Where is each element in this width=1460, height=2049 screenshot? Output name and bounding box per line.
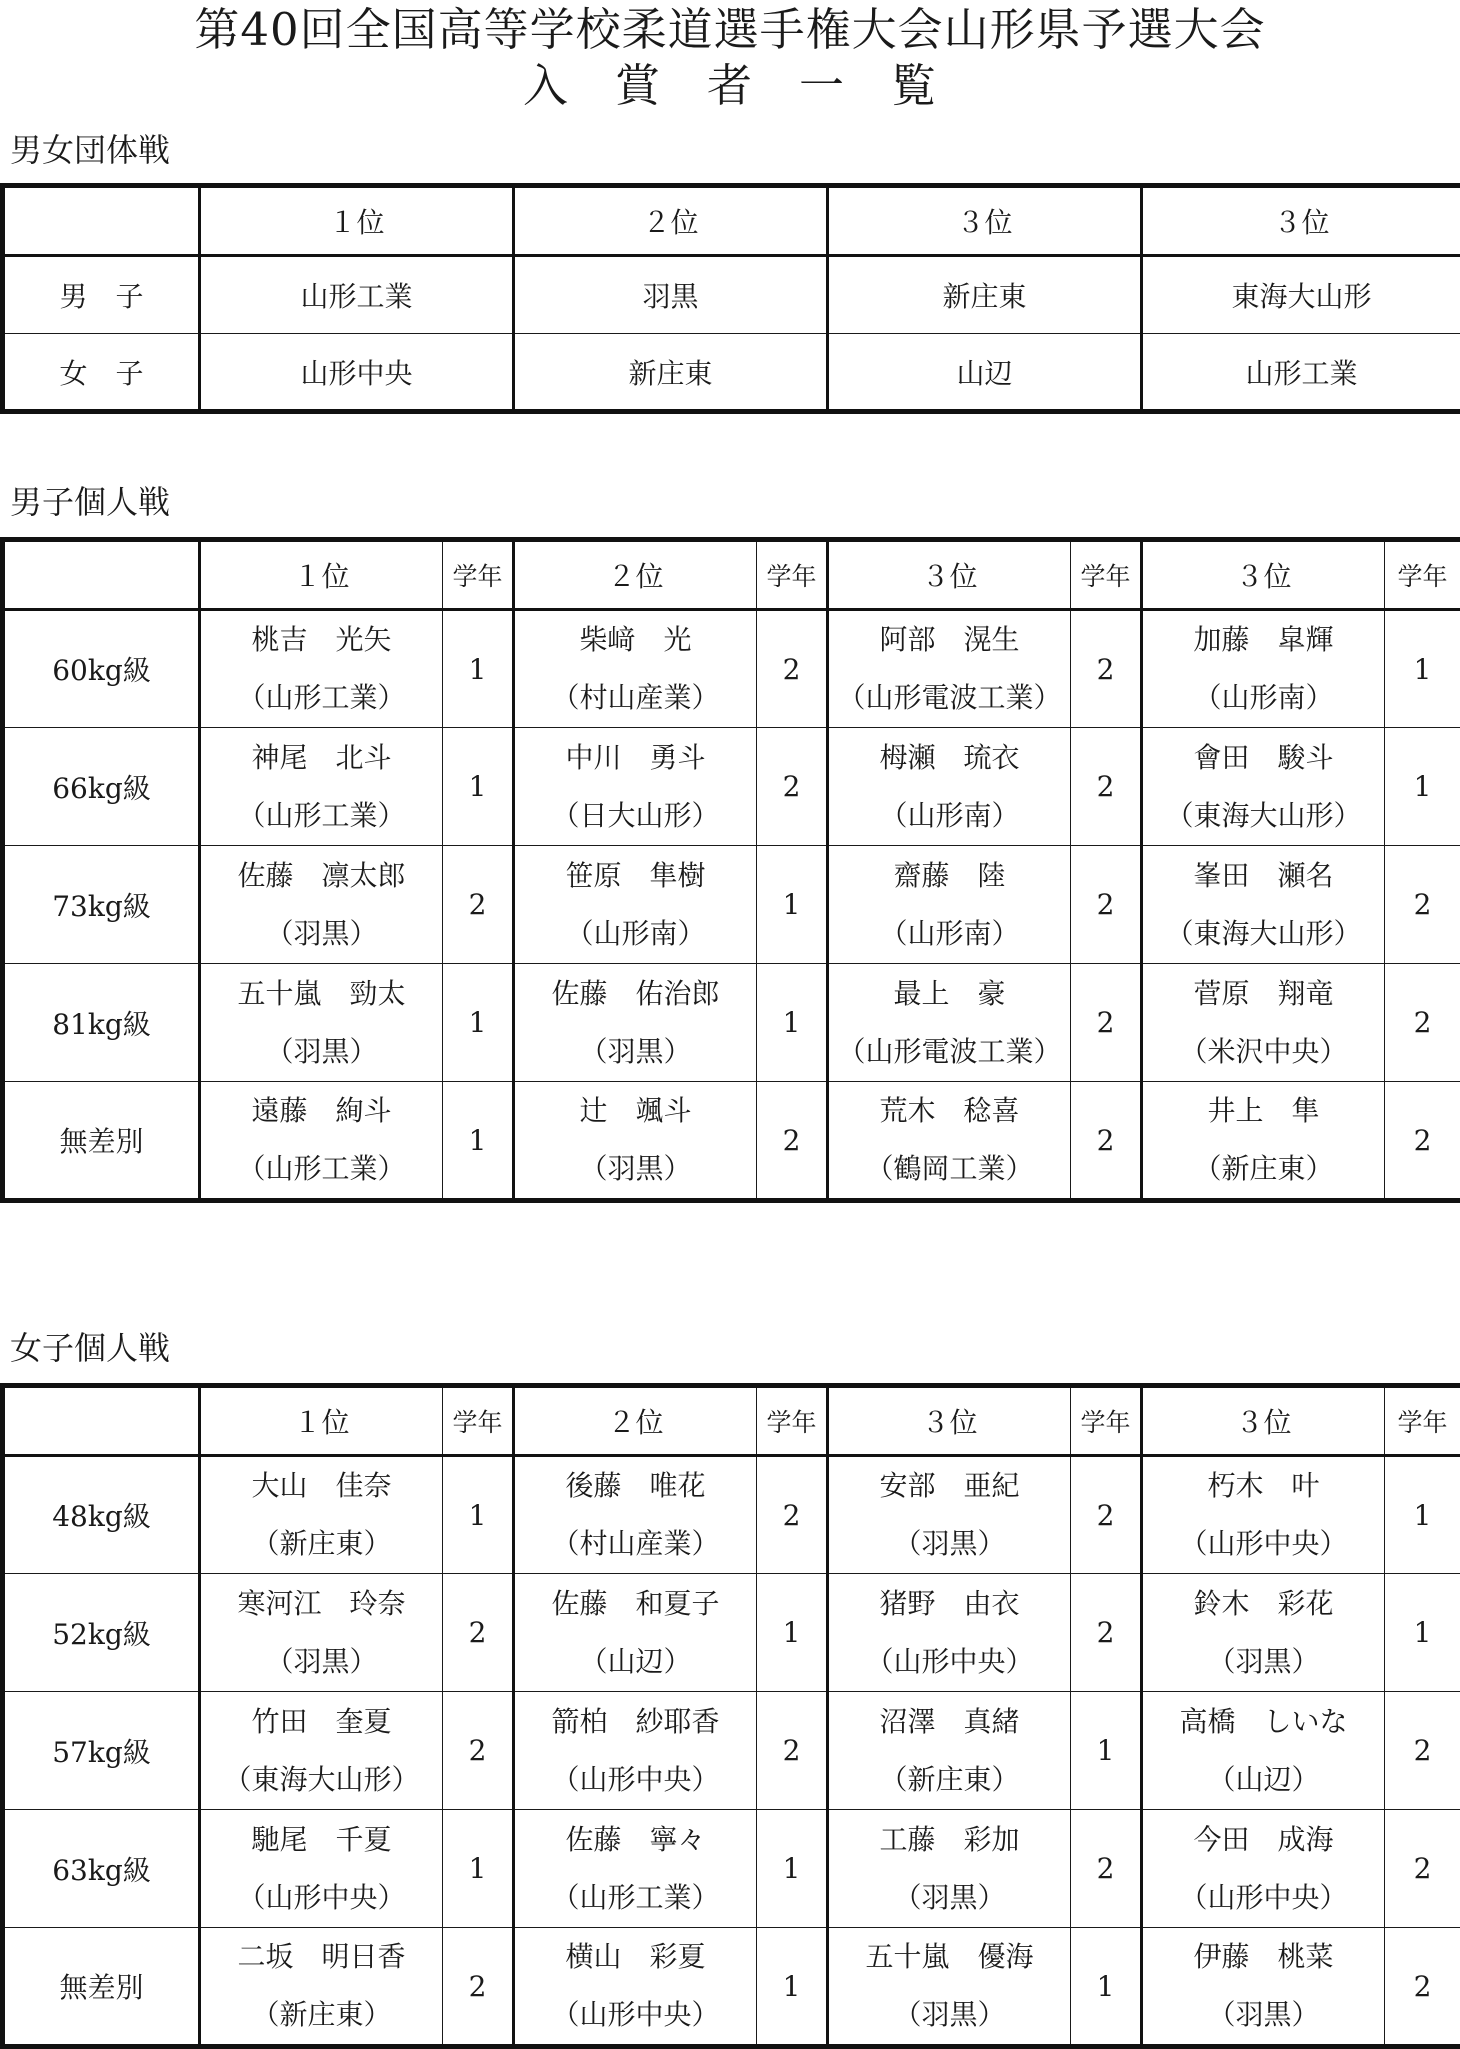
athlete-name: 鈴木 彩花 (1143, 1575, 1384, 1633)
winner-cell (200, 610, 443, 728)
team-division: 女 子 (3, 334, 200, 412)
grade-value: 1 (443, 1810, 514, 1928)
girls-header-empty (3, 1386, 200, 1456)
grade-value: 1 (757, 1810, 828, 1928)
athlete-name: 桃吉 光矢 (201, 611, 442, 669)
winner-cell (1142, 1574, 1385, 1692)
athlete-name: 辻 颯斗 (515, 1082, 756, 1140)
winner-cell (828, 1082, 1071, 1201)
athlete-name: 五十嵐 優海 (829, 1928, 1070, 1986)
document-subtitle: 入 賞 者 一 覧 (0, 58, 1460, 114)
winner-cell (828, 846, 1071, 964)
winner-cell (514, 1574, 757, 1692)
boys-weight-row (3, 1082, 1460, 1201)
grade-value: 2 (1385, 964, 1460, 1082)
athlete-name: 佐藤 和夏子 (515, 1575, 756, 1633)
team-header-place3a: ３位 (828, 186, 1142, 256)
winner-cell (514, 964, 757, 1082)
school-name: （山形工業） (515, 1869, 756, 1927)
grade-value: 1 (757, 1574, 828, 1692)
team-header-place3b: ３位 (1142, 186, 1460, 256)
girls-header-place3b: ３位 (1142, 1386, 1385, 1456)
weight-class: 81kg級 (3, 964, 200, 1082)
grade-value: 2 (757, 1082, 828, 1201)
winner-cell (200, 1456, 443, 1574)
team-section-label: 男女団体戦 (10, 130, 170, 170)
team-header-place1: １位 (200, 186, 514, 256)
winner-cell (828, 1928, 1071, 2047)
girls-weight-row (3, 1810, 1460, 1928)
team-row-boys (3, 256, 1460, 334)
winner-cell (1142, 1692, 1385, 1810)
athlete-name: 工藤 彩加 (829, 1811, 1070, 1869)
grade-value: 2 (1071, 1574, 1142, 1692)
school-name: （山形南） (1143, 669, 1384, 727)
athlete-name: 二坂 明日香 (201, 1928, 442, 1986)
athlete-name: 會田 駿斗 (1143, 729, 1384, 787)
grade-value: 1 (1071, 1928, 1142, 2047)
athlete-name: 菅原 翔竜 (1143, 965, 1384, 1023)
girls-header-grade: 学年 (443, 1386, 514, 1456)
athlete-name: 横山 彩夏 (515, 1928, 756, 1986)
winner-cell (200, 1810, 443, 1928)
winner-cell (1142, 1082, 1385, 1201)
team-header-place2: ２位 (514, 186, 828, 256)
boys-header-place1: １位 (200, 540, 443, 610)
winner-cell (200, 728, 443, 846)
grade-value: 2 (757, 610, 828, 728)
school-name: （山辺） (515, 1633, 756, 1691)
school-name: （山形中央） (515, 1986, 756, 2044)
boys-weight-row (3, 728, 1460, 846)
athlete-name: 朽木 叶 (1143, 1457, 1384, 1515)
athlete-name: 高橋 しいな (1143, 1693, 1384, 1751)
winner-cell (514, 1082, 757, 1201)
winner-cell (1142, 964, 1385, 1082)
team-header-empty (3, 186, 200, 256)
athlete-name: 中川 勇斗 (515, 729, 756, 787)
school-name: （山形電波工業） (829, 1023, 1070, 1081)
school-name: （鶴岡工業） (829, 1140, 1070, 1198)
winner-cell (1142, 1456, 1385, 1574)
athlete-name: 佐藤 凛太郎 (201, 847, 442, 905)
team-place2: 羽黒 (514, 256, 828, 334)
weight-class: 52kg級 (3, 1574, 200, 1692)
winner-cell (200, 846, 443, 964)
winner-cell (200, 964, 443, 1082)
school-name: （山形中央） (1143, 1515, 1384, 1573)
school-name: （羽黒） (1143, 1633, 1384, 1691)
winner-cell (828, 1692, 1071, 1810)
boys-section-label: 男子個人戦 (10, 482, 170, 522)
school-name: （羽黒） (829, 1986, 1070, 2044)
winner-cell (514, 1810, 757, 1928)
grade-value: 2 (1385, 1928, 1460, 2047)
school-name: （山形工業） (201, 1140, 442, 1198)
athlete-name: 五十嵐 勁太 (201, 965, 442, 1023)
team-place2: 新庄東 (514, 334, 828, 412)
school-name: （羽黒） (201, 1023, 442, 1081)
weight-class: 48kg級 (3, 1456, 200, 1574)
school-name: （日大山形） (515, 787, 756, 845)
school-name: （羽黒） (829, 1869, 1070, 1927)
athlete-name: 馳尾 千夏 (201, 1811, 442, 1869)
school-name: （新庄東） (201, 1986, 442, 2044)
athlete-name: 阿部 滉生 (829, 611, 1070, 669)
school-name: （羽黒） (201, 905, 442, 963)
athlete-name: 柴﨑 光 (515, 611, 756, 669)
weight-class: 無差別 (3, 1928, 200, 2047)
school-name: （山辺） (1143, 1751, 1384, 1809)
winner-cell (828, 964, 1071, 1082)
athlete-name: 寒河江 玲奈 (201, 1575, 442, 1633)
girls-header-grade: 学年 (757, 1386, 828, 1456)
grade-value: 2 (1071, 610, 1142, 728)
boys-results-table (0, 537, 1460, 1203)
winner-cell (1142, 846, 1385, 964)
grade-value: 2 (443, 1928, 514, 2047)
athlete-name: 栂瀬 琉衣 (829, 729, 1070, 787)
weight-class: 57kg級 (3, 1692, 200, 1810)
grade-value: 2 (443, 1692, 514, 1810)
grade-value: 1 (1385, 610, 1460, 728)
athlete-name: 伊藤 桃菜 (1143, 1928, 1384, 1986)
grade-value: 2 (757, 1456, 828, 1574)
team-place3a: 山辺 (828, 334, 1142, 412)
school-name: （村山産業） (515, 669, 756, 727)
school-name: （羽黒） (515, 1023, 756, 1081)
girls-header-place3a: ３位 (828, 1386, 1071, 1456)
winner-cell (514, 728, 757, 846)
winner-cell (1142, 728, 1385, 846)
athlete-name: 遠藤 絢斗 (201, 1082, 442, 1140)
school-name: （山形南） (829, 787, 1070, 845)
winner-cell (514, 846, 757, 964)
boys-header-grade: 学年 (1385, 540, 1460, 610)
grade-value: 2 (757, 728, 828, 846)
athlete-name: 今田 成海 (1143, 1811, 1384, 1869)
team-place3b: 東海大山形 (1142, 256, 1460, 334)
boys-weight-row (3, 846, 1460, 964)
winner-cell (514, 1928, 757, 2047)
athlete-name: 井上 隼 (1143, 1082, 1384, 1140)
grade-value: 2 (1385, 1082, 1460, 1201)
school-name: （山形中央） (201, 1869, 442, 1927)
document-title: 第40回全国高等学校柔道選手権大会山形県予選大会 (0, 2, 1460, 58)
winner-cell (1142, 1928, 1385, 2047)
grade-value: 1 (1071, 1692, 1142, 1810)
school-name: （新庄東） (201, 1515, 442, 1573)
athlete-name: 荒木 稔喜 (829, 1082, 1070, 1140)
boys-weight-row (3, 964, 1460, 1082)
winner-cell (200, 1574, 443, 1692)
grade-value: 1 (1385, 1574, 1460, 1692)
team-place3b: 山形工業 (1142, 334, 1460, 412)
grade-value: 1 (757, 964, 828, 1082)
athlete-name: 箭柏 紗耶香 (515, 1693, 756, 1751)
athlete-name: 最上 豪 (829, 965, 1070, 1023)
school-name: （東海大山形） (1143, 905, 1384, 963)
team-results-table (0, 183, 1460, 414)
grade-value: 2 (1385, 846, 1460, 964)
grade-value: 1 (1385, 1456, 1460, 1574)
school-name: （山形中央） (1143, 1869, 1384, 1927)
grade-value: 1 (443, 610, 514, 728)
athlete-name: 後藤 唯花 (515, 1457, 756, 1515)
school-name: （山形工業） (201, 669, 442, 727)
athlete-name: 加藤 皐輝 (1143, 611, 1384, 669)
school-name: （村山産業） (515, 1515, 756, 1573)
grade-value: 2 (1385, 1810, 1460, 1928)
boys-header-grade: 学年 (1071, 540, 1142, 610)
school-name: （山形電波工業） (829, 669, 1070, 727)
boys-header-row (3, 540, 1460, 610)
school-name: （羽黒） (1143, 1986, 1384, 2044)
girls-results-table (0, 1383, 1460, 2049)
grade-value: 2 (1071, 1456, 1142, 1574)
grade-value: 1 (1385, 728, 1460, 846)
grade-value: 1 (443, 1456, 514, 1574)
school-name: （山形中央） (829, 1633, 1070, 1691)
school-name: （山形中央） (515, 1751, 756, 1809)
boys-header-place3b: ３位 (1142, 540, 1385, 610)
boys-header-grade: 学年 (443, 540, 514, 610)
girls-header-grade: 学年 (1385, 1386, 1460, 1456)
grade-value: 1 (443, 728, 514, 846)
girls-header-row (3, 1386, 1460, 1456)
school-name: （山形南） (829, 905, 1070, 963)
winner-cell (200, 1082, 443, 1201)
weight-class: 66kg級 (3, 728, 200, 846)
school-name: （米沢中央） (1143, 1023, 1384, 1081)
athlete-name: 安部 亜紀 (829, 1457, 1070, 1515)
winner-cell (200, 1928, 443, 2047)
grade-value: 2 (443, 1574, 514, 1692)
winner-cell (514, 610, 757, 728)
athlete-name: 笹原 隼樹 (515, 847, 756, 905)
girls-weight-row (3, 1574, 1460, 1692)
athlete-name: 竹田 奎夏 (201, 1693, 442, 1751)
grade-value: 1 (757, 1928, 828, 2047)
winner-cell (514, 1692, 757, 1810)
weight-class: 無差別 (3, 1082, 200, 1201)
winner-cell (1142, 1810, 1385, 1928)
athlete-name: 沼澤 真緒 (829, 1693, 1070, 1751)
school-name: （羽黒） (515, 1140, 756, 1198)
athlete-name: 佐藤 寧々 (515, 1811, 756, 1869)
winner-cell (828, 1810, 1071, 1928)
grade-value: 1 (443, 964, 514, 1082)
grade-value: 2 (1071, 964, 1142, 1082)
team-division: 男 子 (3, 256, 200, 334)
grade-value: 2 (1071, 846, 1142, 964)
weight-class: 63kg級 (3, 1810, 200, 1928)
girls-section-label: 女子個人戦 (10, 1328, 170, 1368)
girls-weight-row (3, 1456, 1460, 1574)
winner-cell (828, 1456, 1071, 1574)
grade-value: 2 (1071, 728, 1142, 846)
school-name: （山形工業） (201, 787, 442, 845)
school-name: （羽黒） (201, 1633, 442, 1691)
grade-value: 2 (1071, 1810, 1142, 1928)
grade-value: 1 (757, 846, 828, 964)
athlete-name: 齋藤 陸 (829, 847, 1070, 905)
school-name: （山形南） (515, 905, 756, 963)
school-name: （新庄東） (1143, 1140, 1384, 1198)
grade-value: 2 (1385, 1692, 1460, 1810)
team-place1: 山形工業 (200, 256, 514, 334)
boys-weight-row (3, 610, 1460, 728)
winner-cell (828, 728, 1071, 846)
girls-header-grade: 学年 (1071, 1386, 1142, 1456)
weight-class: 60kg級 (3, 610, 200, 728)
team-header-row (3, 186, 1460, 256)
grade-value: 2 (443, 846, 514, 964)
school-name: （羽黒） (829, 1515, 1070, 1573)
school-name: （東海大山形） (1143, 787, 1384, 845)
school-name: （新庄東） (829, 1751, 1070, 1809)
winner-cell (200, 1692, 443, 1810)
grade-value: 2 (1071, 1082, 1142, 1201)
winner-cell (514, 1456, 757, 1574)
team-place1: 山形中央 (200, 334, 514, 412)
boys-header-empty (3, 540, 200, 610)
grade-value: 2 (757, 1692, 828, 1810)
boys-header-grade: 学年 (757, 540, 828, 610)
boys-header-place2: ２位 (514, 540, 757, 610)
athlete-name: 神尾 北斗 (201, 729, 442, 787)
athlete-name: 佐藤 佑治郎 (515, 965, 756, 1023)
winner-cell (828, 610, 1071, 728)
winner-cell (828, 1574, 1071, 1692)
girls-header-place2: ２位 (514, 1386, 757, 1456)
girls-header-place1: １位 (200, 1386, 443, 1456)
boys-header-place3a: ３位 (828, 540, 1071, 610)
team-row-girls (3, 334, 1460, 412)
winner-cell (1142, 610, 1385, 728)
school-name: （東海大山形） (201, 1751, 442, 1809)
grade-value: 1 (443, 1082, 514, 1201)
team-place3a: 新庄東 (828, 256, 1142, 334)
girls-weight-row (3, 1692, 1460, 1810)
athlete-name: 大山 佳奈 (201, 1457, 442, 1515)
weight-class: 73kg級 (3, 846, 200, 964)
athlete-name: 猪野 由衣 (829, 1575, 1070, 1633)
girls-weight-row (3, 1928, 1460, 2047)
athlete-name: 峯田 瀬名 (1143, 847, 1384, 905)
